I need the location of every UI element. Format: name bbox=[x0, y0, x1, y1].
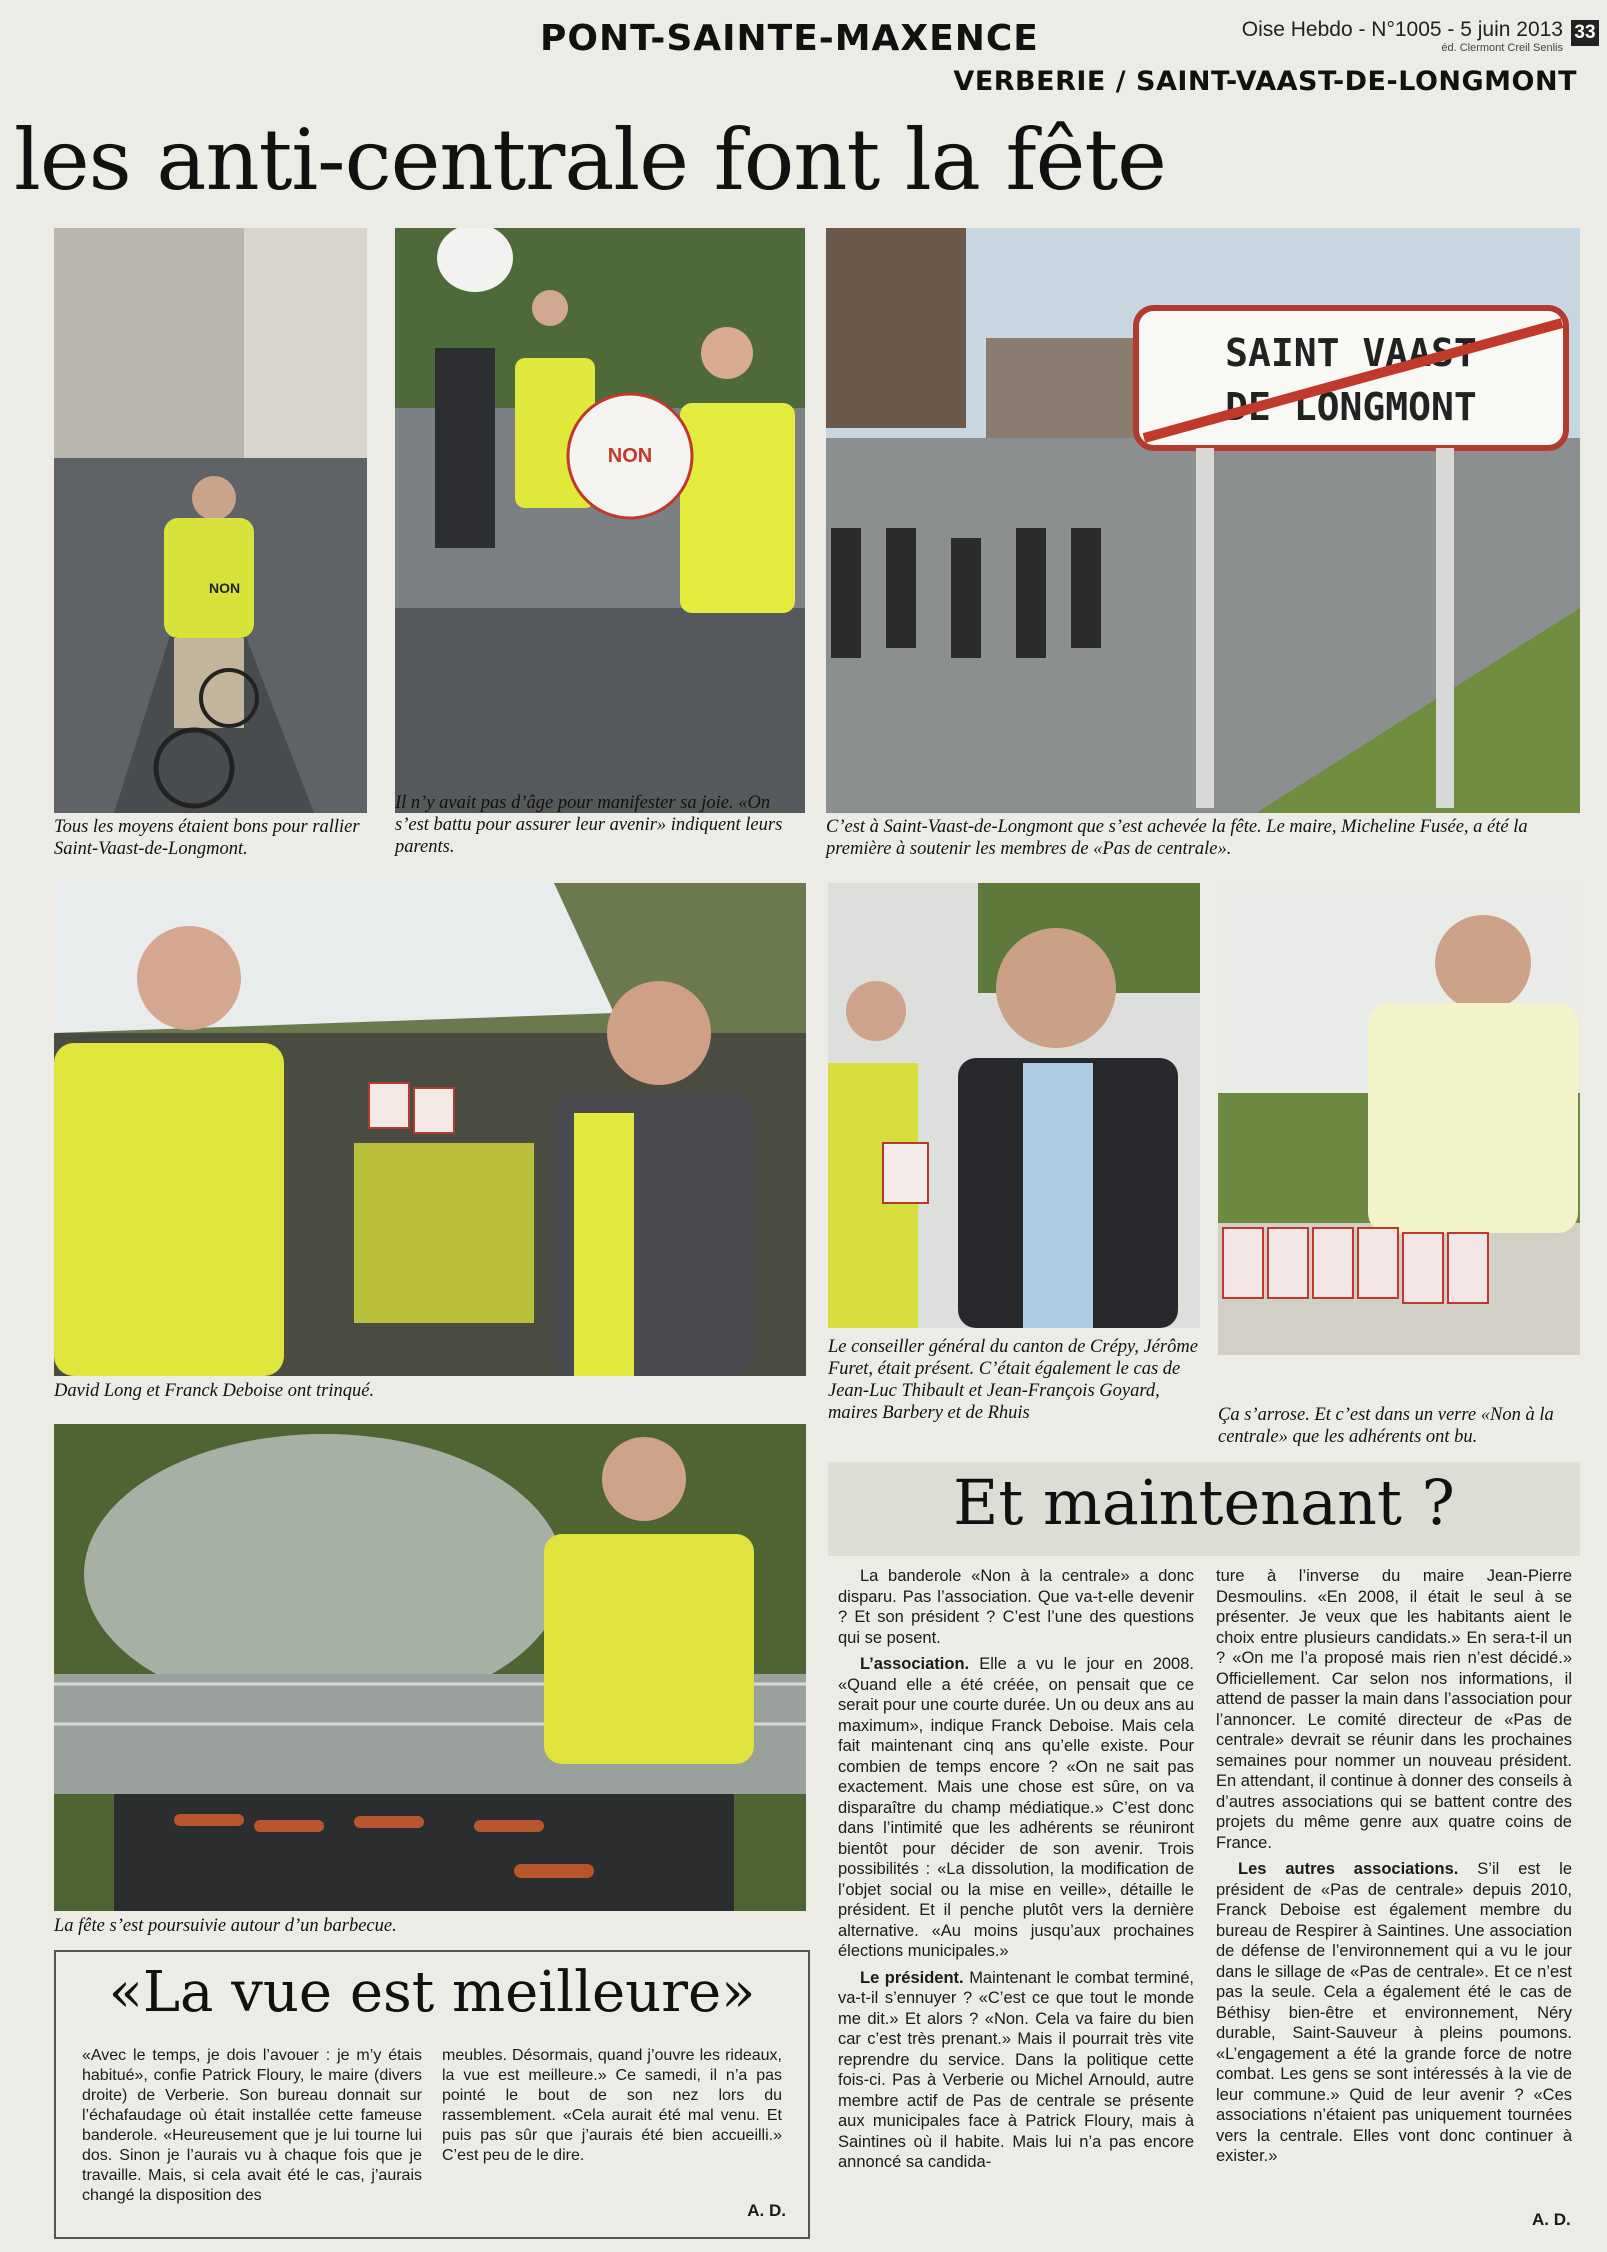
photo-children bbox=[395, 228, 805, 813]
sign-text-line2: DE LONGMONT bbox=[1225, 385, 1477, 429]
assoc-text: Elle a vu le jour en 2008. «Quand elle a été créée, on pensait que ce serait pour une courte durée. Un ou deux ans au maximum», indique Franck Deboise. Mais cela fait maintenant cinq ans qu’elle existe. Pour combien de temps encore ? «On ne sait pas exactement. Mais une chose est sûre, on va disparaître du champ médiatique.» C’est donc dans l’intimité que les adhérents se réuniront bientôt pour décider de son avenir. Trois possibilités : «La dissolution, la modification de l’objet social ou la mise en veille», détaille le président. Et il penche plutôt vers la dernière alternative. «Au moins jusqu’aux prochaines élections municipales.» bbox=[838, 1655, 1194, 1960]
article-col-2 bbox=[1216, 1566, 1572, 2173]
quote-box-title: «La vue est meilleure» bbox=[108, 1960, 756, 2025]
sub-location: VERBERIE / SAINT-VAAST-DE-LONGMONT bbox=[953, 66, 1577, 97]
sign-text-line1: SAINT VAAST bbox=[1225, 331, 1477, 375]
article-title-box bbox=[828, 1462, 1580, 1556]
caption-town-sign: C’est à Saint-Vaast-de-Longmont que s’est achevée la fête. Le maire, Micheline Fusée, a été la première à soutenir les membres de «Pas de centrale». bbox=[826, 817, 1528, 859]
badge-text: NON bbox=[607, 445, 653, 467]
photo-cyclist bbox=[54, 228, 367, 813]
article-title: Et maintenant ? bbox=[953, 1466, 1455, 1539]
vest-text: NON bbox=[209, 580, 241, 596]
caption-toast: David Long et Franck Deboise ont trinqué. bbox=[54, 1381, 375, 1401]
headline: les anti-centrale font la fête bbox=[14, 111, 1166, 209]
quote-col-2-text: meubles. Désormais, quand j’ouvre les rideaux, la vue est meilleure.» Ce samedi, il n’a pas pointé le bout de son nez lors du rassemblement. «Cela aurait été mal venu. Et puis pas sûr que j’aurais été bien accueilli.» C’est peu de le dire. bbox=[442, 2047, 782, 2164]
photo-toast bbox=[54, 883, 806, 1376]
caption-barbecue: La fête s’est poursuivie autour d’un barbecue. bbox=[54, 1916, 397, 1936]
quote-col-1-text: «Avec le temps, je dois l’avouer : je m’y étais habitué», confie Patrick Floury, le maire (divers droite) de Verberie. Son bureau donnait sur l’échafaudage où était installée cette fameuse banderole. «Heureusement que je lui tourne lui dos. Sinon je l’aurais vu à chaque fois que je travaille. Mais, si cela avait été le cas, j’aurais changé la disposition des bbox=[82, 2047, 422, 2204]
page-number-badge: 33 bbox=[1571, 20, 1599, 46]
photo-barbecue bbox=[54, 1424, 806, 1911]
president-text: Maintenant le combat terminé, va-t-il s’ennuyer ? «C’est ce que tout le monde me dit.» Et alors ? «Non. Cela va faire du bien car c’est très prenant.» Mais il pourrait très vite reprendre du service. Dans la politique cette fois-ci. Pas à Verberie ou Michel Arnould, autre membre actif de Pas de centrale se présente aux municipales face à Patrick Floury, mais à Saintines où il habite. Mais lui n’a pas encore annoncé sa candida- bbox=[838, 1968, 1194, 2171]
photo-town-sign bbox=[826, 228, 1580, 813]
edition-line: Oise Hebdo - N°1005 - 5 juin 2013 bbox=[1241, 18, 1563, 41]
president-lead: Le président. bbox=[860, 1968, 964, 1987]
edition-subline: éd. Clermont Creil Senlis bbox=[1441, 42, 1563, 54]
others-lead: Les autres associations. bbox=[1238, 1860, 1459, 1878]
quote-col-2 bbox=[442, 2046, 782, 2166]
section-title: PONT-SAINTE-MAXENCE bbox=[540, 18, 1039, 59]
quote-signature: A. D. bbox=[747, 2201, 786, 2220]
caption-pouring: Ça s’arrose. Et c’est dans un verre «Non à la centrale» que les adhérents ont bu. bbox=[1218, 1405, 1554, 1447]
quote-col-1 bbox=[82, 2046, 422, 2206]
article-signature: A. D. bbox=[1532, 2210, 1571, 2229]
photo-councillor bbox=[828, 883, 1200, 1328]
caption-cyclist: Tous les moyens étaient bons pour rallier Saint-Vaast-de-Longmont. bbox=[54, 817, 360, 859]
caption-councillor: Le conseiller général du canton de Crépy, Jérôme Furet, était présent. C’était également le cas de Jean-Luc Thibault et Jean-François Goyard, maires Barbery et de Rhuis bbox=[828, 1337, 1198, 1423]
quote-box bbox=[54, 1950, 810, 2239]
article-col2-text: ture à l’inverse du maire Jean-Pierre Desmoulins. «En 2008, il était le seul à se présenter. Je veux que les habitants aient le choix entre plusieurs candidats.» En sera-t-il un ? «On me l’a proposé mais rien n’est décidé.» Officiellement. Car selon nos informations, il attend de passer la main dans l’association pour l’annoncer. Le comité directeur de «Pas de centrale» devrait se réunir dans les prochaines semaines pour nommer un nouveau président. En attendant, il continue à donner des conseils à d’autres associations qui se battent contre des projets du même genre aux quatre coins de France. bbox=[1216, 1567, 1572, 1852]
caption-children: Il n’y avait pas d’âge pour manifester sa joie. «On s’est battu pour assurer leur avenir» indiquent leurs parents. bbox=[395, 793, 783, 857]
photo-pouring bbox=[1218, 883, 1580, 1355]
assoc-lead: L’association. bbox=[860, 1655, 970, 1673]
others-text: S’il est le président de «Pas de centrale» depuis 2010, Franck Deboise est également membre du bureau de Respirer à Saintines. Une association de défense de l’environnement qui a vu le jour dans le sillage de «Pas de centrale». Et ce n’est pas la seule. Cela a également été le cas de Béthisy bien-être et environnement, Néry durable, Saint-Sauveur à pleins poumons. «L’engagement a été la grande force de notre combat. Les gens se sont intéressés à la vie de leur commune.» Quid de leur avenir ? «Ces associations n’étaient pas uniquement tournées vers la centrale. Elles vont donc continuer à exister.» bbox=[1216, 1860, 1573, 2165]
article-intro: La banderole «Non à la centrale» a donc disparu. Pas l’association. Que va-t-elle devenir ? Et son président ? C’est l’une des questions qui se posent. bbox=[838, 1567, 1194, 1647]
article-col-1 bbox=[838, 1566, 1194, 2179]
